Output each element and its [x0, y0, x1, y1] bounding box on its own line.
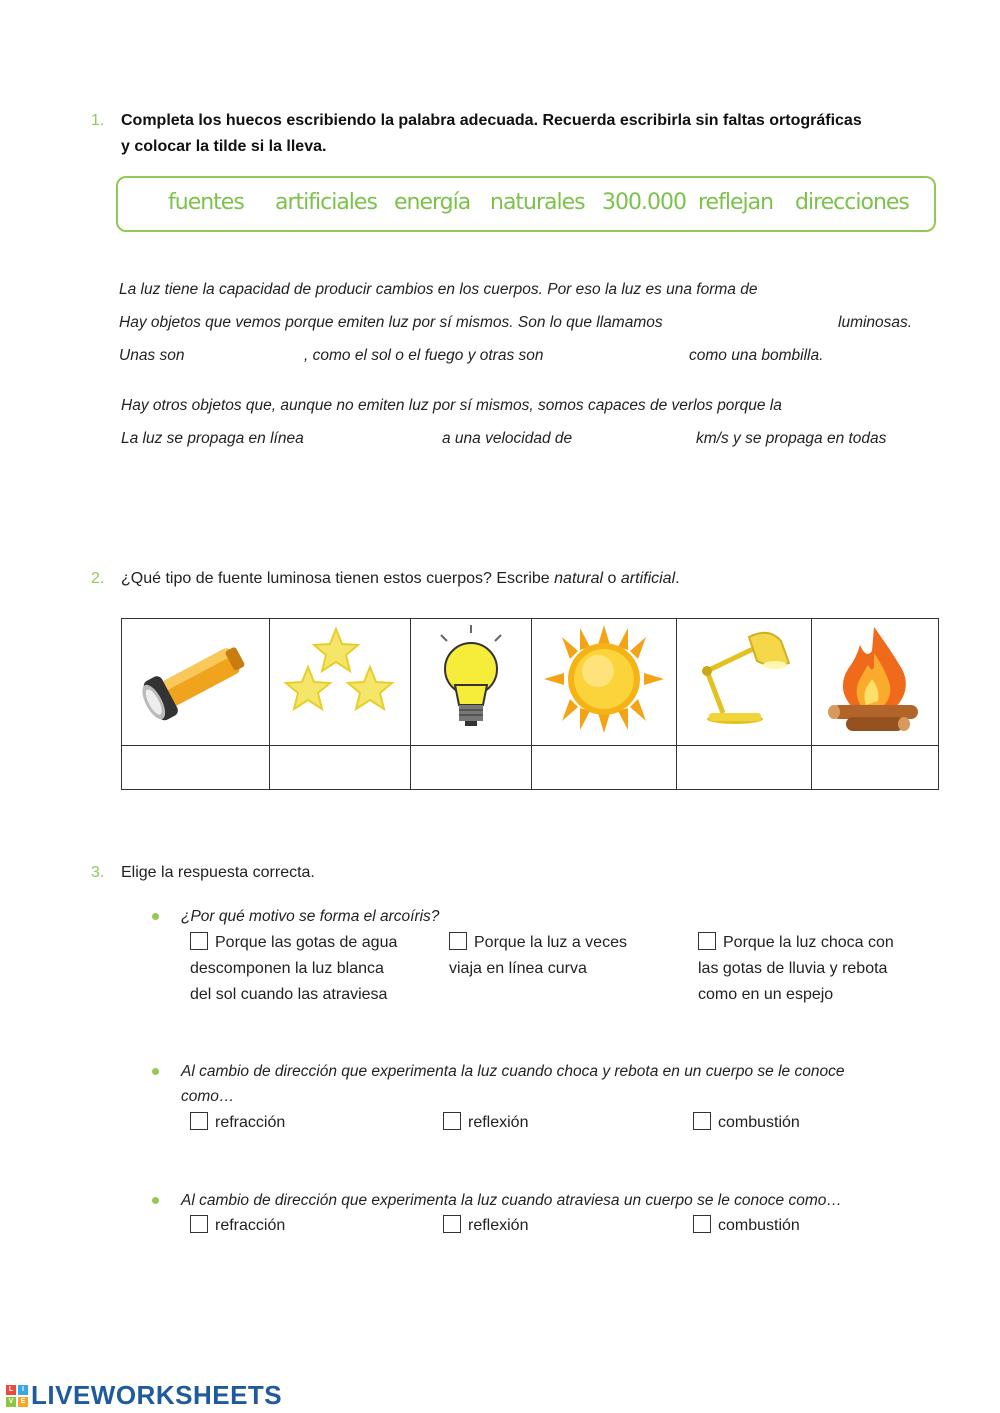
b2-option-3	[693, 1110, 800, 1136]
paragraph-line-5c: km/s y se propaga en todas	[696, 430, 887, 447]
image-cell	[677, 619, 812, 746]
logo-icon	[6, 1385, 28, 1407]
blank-input-3[interactable]	[192, 345, 302, 367]
option-text: combustión	[718, 1114, 800, 1131]
q2-instruction-text: ¿Qué tipo de fuente luminosa tienen estos cuerpos? Escribe	[121, 570, 550, 587]
b2-question-line1: Al cambio de dirección que experimenta la luz cuando choca y rebota en un cuerpo se le conoce	[181, 1063, 845, 1080]
logo-letter: E	[18, 1397, 28, 1407]
q2-natural-word: natural	[554, 570, 604, 587]
image-cell	[411, 619, 532, 746]
liveworksheets-logo[interactable]	[6, 1380, 282, 1411]
checkbox-b3-combustion[interactable]	[693, 1215, 711, 1233]
desk-lamp-icon	[677, 619, 811, 740]
q1-instruction-line1: Completa los huecos escribiendo la palabra adecuada. Recuerda escribirla sin faltas ortográficas	[121, 112, 862, 129]
logo-letter: V	[6, 1397, 16, 1407]
word-bank-item: energía	[394, 190, 471, 215]
sun-icon	[532, 619, 676, 740]
answer-input-lamp[interactable]	[677, 746, 812, 790]
option-text: Porque las gotas de agua	[215, 934, 398, 951]
q2-period: .	[675, 570, 680, 587]
paragraph-line-3b: , como el sol o el fuego y otras son	[304, 347, 544, 364]
logo-text: LIVEWORKSHEETS	[31, 1380, 283, 1410]
answer-input-stars[interactable]	[270, 746, 411, 790]
q2-instruction	[121, 570, 680, 588]
b2-question-line2: como…	[181, 1088, 235, 1105]
word-bank-item: fuentes	[168, 190, 244, 215]
checkbox-b3-refraccion[interactable]	[190, 1215, 208, 1233]
paragraph-line-1: La luz tiene la capacidad de producir cambios en los cuerpos. Por eso la luz es una forma de	[119, 281, 758, 298]
option-text: combustión	[718, 1217, 800, 1234]
q3-instruction: Elige la respuesta correcta.	[121, 864, 315, 881]
checkbox-b2-combustion[interactable]	[693, 1112, 711, 1130]
answer-input-flashlight[interactable]	[122, 746, 270, 790]
word-bank-item: direcciones	[795, 190, 909, 215]
image-cell	[812, 619, 939, 746]
image-cell	[122, 619, 270, 746]
option-text: reflexión	[468, 1217, 529, 1234]
word-bank-item: 300.000	[602, 190, 686, 215]
paragraph-line-5a: La luz se propaga en línea	[121, 430, 304, 447]
b3-option-2	[443, 1213, 528, 1239]
blank-input-4[interactable]	[584, 345, 684, 367]
bullet-2	[152, 1068, 159, 1075]
q2-number: 2.	[91, 570, 105, 587]
option-text: descomponen la luz blanca	[190, 960, 384, 977]
q1-number: 1.	[91, 112, 105, 129]
checkbox-b3-reflexion[interactable]	[443, 1215, 461, 1233]
b3-option-1	[190, 1213, 285, 1239]
word-bank	[116, 176, 936, 232]
option-text: como en un espejo	[698, 986, 834, 1003]
paragraph-line-3a: Unas son	[119, 347, 185, 364]
word-bank-item: reflejan	[698, 190, 774, 215]
answer-input-sun[interactable]	[532, 746, 677, 790]
blank-input-7[interactable]	[594, 428, 692, 450]
light-sources-table	[121, 618, 939, 790]
b1-option-1	[190, 930, 440, 1008]
image-cell	[532, 619, 677, 746]
b1-option-2	[449, 930, 679, 982]
logo-letter: I	[18, 1385, 28, 1395]
option-text: las gotas de lluvia y rebota	[698, 960, 888, 977]
option-text: reflexión	[468, 1114, 529, 1131]
answer-input-fire[interactable]	[812, 746, 939, 790]
campfire-icon	[812, 619, 938, 740]
paragraph-line-5b: a una velocidad de	[442, 430, 573, 447]
paragraph-line-3c: como una bombilla.	[689, 347, 824, 364]
option-text: Porque la luz a veces	[474, 934, 627, 951]
option-text: Porque la luz choca con	[723, 934, 894, 951]
checkbox-b2-reflexion[interactable]	[443, 1112, 461, 1130]
blank-input-1[interactable]	[842, 279, 952, 301]
b3-option-3	[693, 1213, 800, 1239]
blank-input-5[interactable]	[862, 395, 962, 417]
bullet-3	[152, 1197, 159, 1204]
b2-option-2	[443, 1110, 528, 1136]
b3-question: Al cambio de dirección que experimenta la luz cuando atraviesa un cuerpo se le conoce como…	[181, 1192, 842, 1209]
flashlight-icon	[122, 619, 269, 740]
word-bank-item: artificiales	[275, 190, 377, 215]
bullet-1	[152, 913, 159, 920]
blank-input-2[interactable]	[724, 312, 832, 334]
paragraph-line-2b: luminosas.	[838, 314, 913, 331]
paragraph-line-4: Hay otros objetos que, aunque no emiten luz por sí mismos, somos capaces de verlos porque la	[121, 397, 782, 414]
option-text: refracción	[215, 1217, 286, 1234]
q1-instruction-line2: y colocar la tilde si la lleva.	[121, 138, 327, 155]
b2-option-1	[190, 1110, 285, 1136]
checkbox-b1-opt3[interactable]	[698, 932, 716, 950]
word-bank-item: naturales	[490, 190, 585, 215]
q2-or-word: o	[607, 570, 617, 587]
checkbox-b1-opt2[interactable]	[449, 932, 467, 950]
q2-artificial-word: artificial	[620, 570, 676, 587]
checkbox-b2-refraccion[interactable]	[190, 1112, 208, 1130]
blank-input-6[interactable]	[330, 428, 438, 450]
option-text: refracción	[215, 1114, 286, 1131]
lightbulb-icon	[411, 619, 531, 740]
logo-letter: L	[6, 1385, 16, 1395]
checkbox-b1-opt1[interactable]	[190, 932, 208, 950]
option-text: viaja en línea curva	[449, 960, 587, 977]
paragraph-line-2a: Hay objetos que vemos porque emiten luz por sí mismos. Son lo que llamamos	[119, 314, 663, 331]
b1-option-3	[698, 930, 948, 1008]
stars-icon	[270, 619, 410, 740]
option-text: del sol cuando las atraviesa	[190, 986, 388, 1003]
b1-question: ¿Por qué motivo se forma el arcoíris?	[181, 908, 440, 925]
answer-input-lightbulb[interactable]	[411, 746, 532, 790]
image-cell	[270, 619, 411, 746]
q3-number: 3.	[91, 864, 105, 881]
